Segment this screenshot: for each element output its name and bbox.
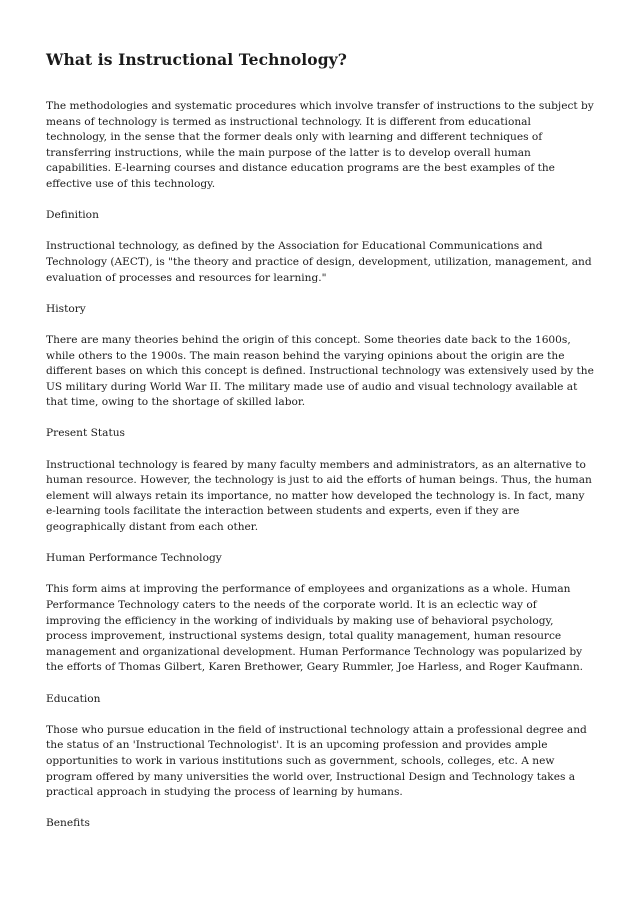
page-title: What is Instructional Technology? [46,50,347,69]
section-heading-present-status: Present Status [46,427,125,440]
section-body-definition: Instructional technology, as defined by the Association for Educational Communications and Technology (AECT), is "the theory and practice of design, development, utilization, management, and evaluation of processes and resources for learning." [46,240,592,284]
intro-paragraph: The methodologies and systematic procedures which involve transfer of instructions to the subject by means of technology is termed as instructional technology. It is different from educational technology, in the sense that the former deals only with learning and different techniques of transferring instructions, while the main purpose of the latter is to develop overall human capabilities. E-learning courses and distance education programs are the best examples of the effective use of this technology. [46,100,594,190]
section-body-human-performance-technology: This form aims at improving the performance of employees and organizations as a whole. Human Performance Technology caters to the needs of the corporate world. It is an eclectic way of improving the efficiency in the working of individuals by making use of behavioral psychology, process improvement, instructional systems design, total quality management, human resource management and organizational development. Human Performance Technology was popularized by the efforts of Thomas Gilbert, Karen Brethower, Geary Rummler, Joe Harless, and Roger Kaufmann. [46,583,584,674]
section-heading-human-performance-technology: Human Performance Technology [46,552,222,565]
section-heading-history: History [46,302,86,315]
section-body-present-status: Instructional technology is feared by many faculty members and administrators, as an alternative to human resource. However, the technology is just to aid the efforts of human beings. Thus, the human element will always retain its importance, no matter how developed the technology is. In fact, many e-learning tools facilitate the interaction between students and experts, even if they are geographically distant from each other. [46,458,592,534]
section-heading-education: Education [46,692,101,705]
section-heading-definition: Definition [46,209,99,222]
section-body-education: Those who pursue education in the field of instructional technology attain a professional degree and the status of an 'Instructional Technologist'. It is an upcoming profession and provides ample opportunities to work in various institutions such as government, schools, colleges, etc. A new program offered by many universities the world over, Instructional Design and Technology takes a practical approach in studying the process of learning by humans. [46,723,587,799]
section-heading-benefits: Benefits [46,817,90,830]
document-page [46,50,594,848]
section-body-history: There are many theories behind the origin of this concept. Some theories date back to the 1600s, while others to the 1900s. The main reason behind the varying opinions about the origin are the different bases on which this concept is defined. Instructional technology was extensively used by the US military during World War II. The military made use of audio and visual technology available at that time, owing to the shortage of skilled labor. [46,333,594,409]
